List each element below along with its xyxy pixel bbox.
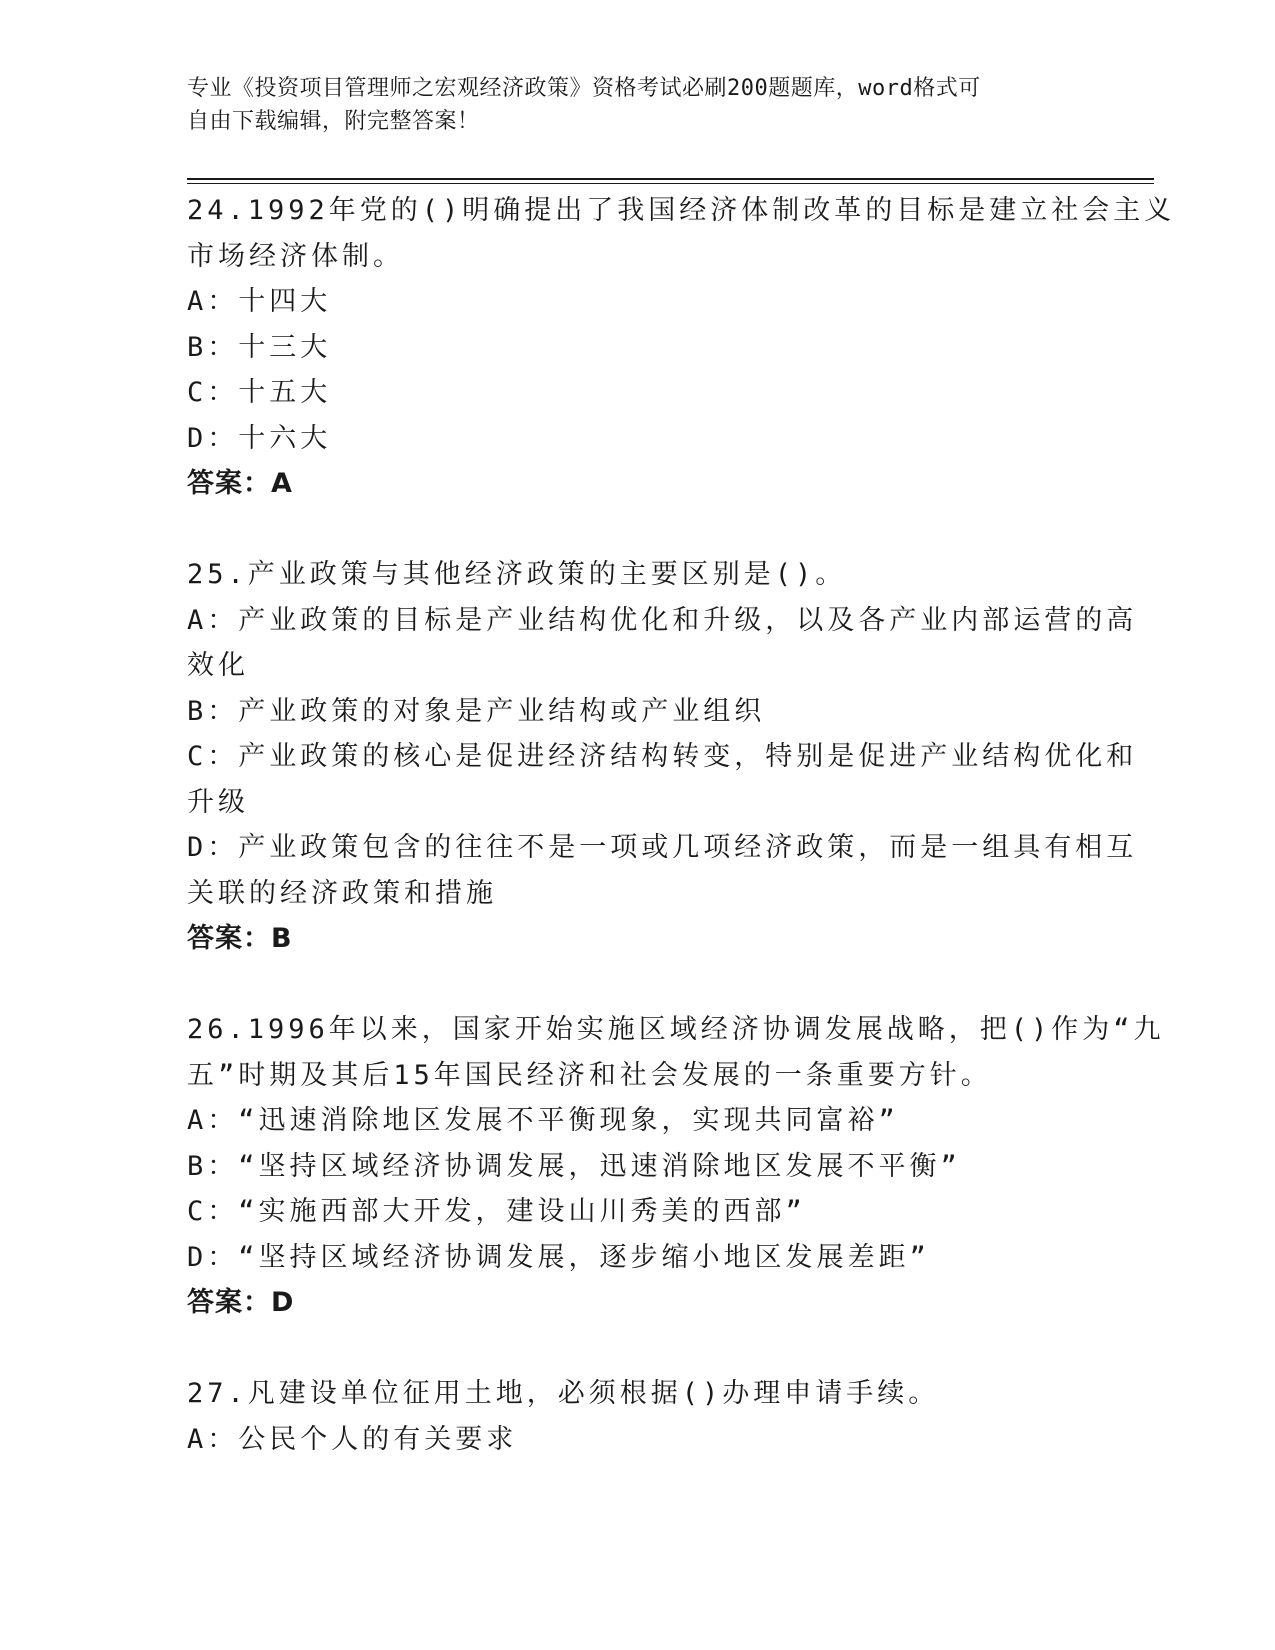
question-stem: 五”时期及其后15年国民经济和社会发展的一条重要方针。 — [187, 1059, 992, 1091]
answer: 答案：B — [187, 923, 293, 954]
question-block — [187, 188, 1176, 507]
spacer — [187, 1326, 1087, 1372]
spacer — [187, 962, 1087, 1008]
option-c: C：十五大 — [187, 377, 332, 408]
option-a: A：十四大 — [187, 286, 332, 317]
question-stem: 27.凡建设单位征用土地，必须根据()办理申请手续。 — [187, 1378, 940, 1409]
option-d: D：产业政策包含的往往不是一项或几项经济政策，而是一组具有相互 — [187, 832, 1138, 863]
option-b: B：十三大 — [187, 331, 332, 363]
spacer — [187, 507, 1087, 553]
option-a-continued: 效化 — [187, 650, 249, 681]
option-c: C：产业政策的核心是促进经济结构转变，特别是促进产业结构优化和 — [187, 741, 1138, 772]
option-c-continued: 升级 — [187, 786, 249, 818]
answer: 答案：D — [187, 1287, 295, 1318]
option-b: B：“坚持区域经济协调发展，迅速消除地区发展不平衡” — [187, 1150, 961, 1182]
header-line: 自由下载编辑，附完整答案！ — [187, 109, 480, 134]
question-stem: 25.产业政策与其他经济政策的主要区别是()。 — [187, 559, 847, 590]
option-a: A：“迅速消除地区发展不平衡现象，实现共同富裕” — [187, 1105, 899, 1136]
option-a: A：产业政策的目标是产业结构优化和升级，以及各产业内部运营的高 — [187, 604, 1138, 636]
option-d: D：十六大 — [187, 422, 332, 454]
header-line: 专业《投资项目管理师之宏观经济政策》资格考试必刷200题题库，word格式可 — [187, 76, 981, 101]
question-block — [187, 1371, 1087, 1462]
header-rule-thick — [187, 178, 1154, 180]
question-stem: 26.1996年以来，国家开始实施区域经济协调发展战略，把()作为“九 — [187, 1014, 1165, 1045]
document-header — [187, 72, 1067, 138]
question-list — [187, 188, 1176, 1462]
question-block — [187, 552, 1138, 962]
option-d-continued: 关联的经济政策和措施 — [187, 877, 497, 909]
question-block — [187, 1007, 1165, 1326]
question-stem: 市场经济体制。 — [187, 240, 404, 272]
option-b: B：产业政策的对象是产业结构或产业组织 — [187, 695, 766, 727]
option-a: A：公民个人的有关要求 — [187, 1423, 518, 1455]
header-rule-thin — [187, 183, 1154, 184]
question-stem: 24.1992年党的()明确提出了我国经济体制改革的目标是建立社会主义 — [187, 195, 1176, 226]
answer: 答案：A — [187, 468, 293, 499]
option-d: D：“坚持区域经济协调发展，逐步缩小地区发展差距” — [187, 1241, 930, 1273]
option-c: C：“实施西部大开发，建设山川秀美的西部” — [187, 1196, 806, 1227]
